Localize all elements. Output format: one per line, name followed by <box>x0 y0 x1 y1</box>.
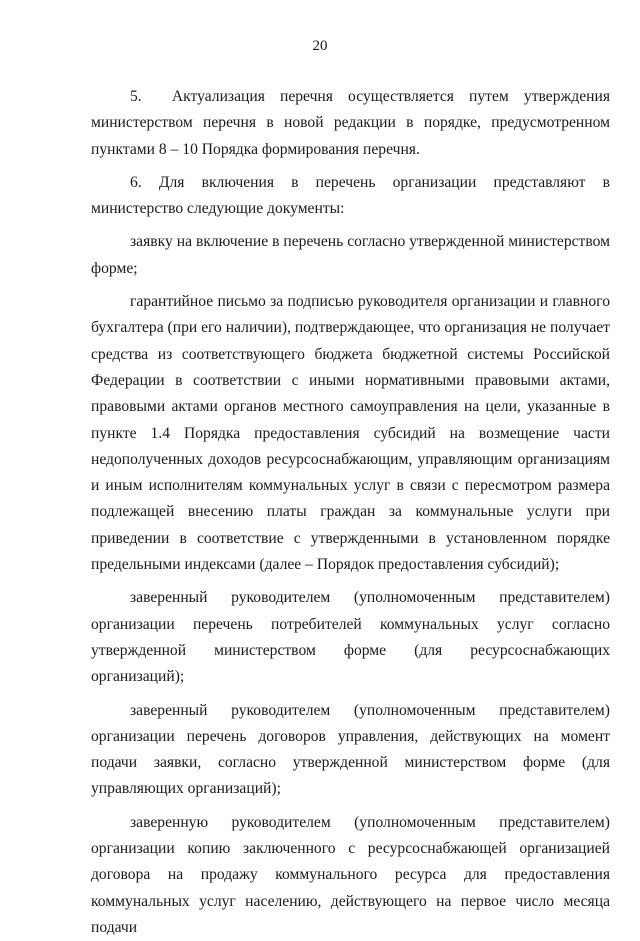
paragraph-consumers-list: заверенный руководителем (уполномоченным представителем) организации перечень потребителей коммунальных услуг согласно утвержденной министерством форме (для ресурсоснабжающих организаций); <box>91 589 610 686</box>
paragraph-resource-contract-copy: заверенную руководителем (уполномоченным представителем) организации копию заключенного с ресурсоснабжающей организацией договора на продажу коммунального ресурса для предоставления коммунальных услуг населению, действующего на первое число месяца подачи <box>91 813 610 936</box>
paragraph-item-5: 5. Актуализация перечня осуществляется путем утверждения министерством перечня в новой редакции в порядке, предусмотренном пунктами 8 – 10 Порядка формирования перечня. <box>91 88 610 158</box>
paragraph-item-6: 6. Для включения в перечень организации представляют в министерство следующие документы: <box>91 173 610 218</box>
paragraph-guarantee-letter: гарантийное письмо за подписью руководителя организации и главного бухгалтера (при его наличии), подтверждающее, что организация не получает средства из соответствующего бюджета бюджетной системы Российской Федерации в соответствии с иными нормативными правовыми актами, правовыми актами органов местного самоуправления на цели, указанные в пункте 1.4 Порядка предоставления субсидий на возмещение части недополученных доходов ресурсоснабжающим, управляющим организациям и иным исполнителям коммунальных услуг в связи с пересмотром размера подлежащей внесению платы граждан за коммунальные услуги при приведении в соответствие с утвержденными в установленном порядке предельными индексами (далее – Порядок предоставления субсидий); <box>91 293 610 574</box>
page-number: 20 <box>312 38 328 54</box>
paragraph-management-contracts: заверенный руководителем (уполномоченным представителем) организации перечень договоров управления, действующих на момент подачи заявки, согласно утвержденной министерством форме (для управляющих организаций); <box>91 701 610 798</box>
paragraph-application: заявку на включение в перечень согласно утвержденной министерством форме; <box>91 233 610 277</box>
document-body <box>91 84 610 941</box>
